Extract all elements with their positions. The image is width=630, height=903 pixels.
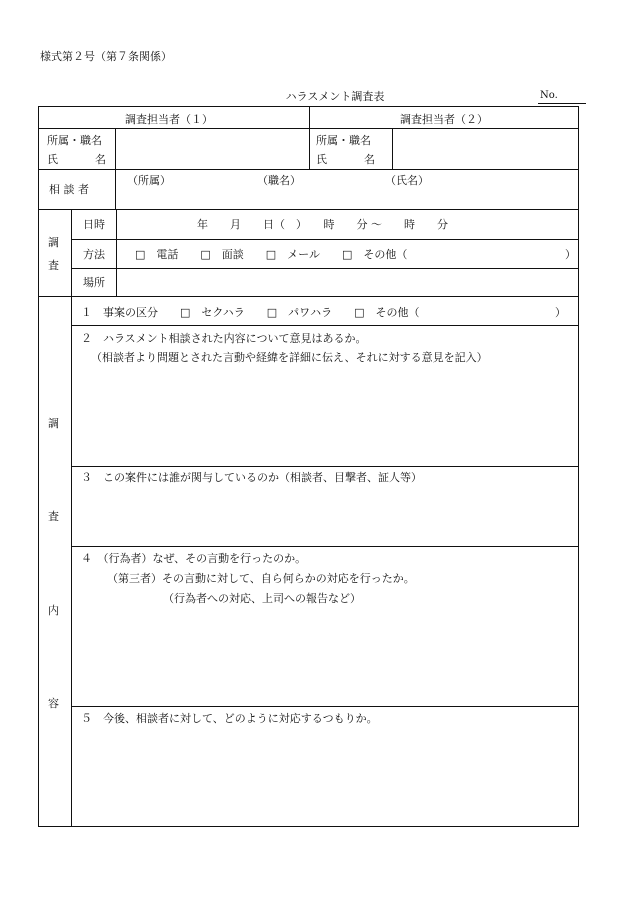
form-number-label: No. — [540, 90, 558, 101]
investigator-2-field[interactable] — [394, 129, 577, 168]
method-other-close: ） — [565, 248, 576, 261]
col-line — [115, 128, 116, 169]
question-5: ５ 今後、相談者に対して、どのように対応するつもりか。 — [81, 712, 378, 725]
row-line — [39, 209, 578, 210]
content-side-label: 容 — [48, 697, 59, 710]
method-options[interactable]: □ 電話 □ 面談 □ メール □ その他（ — [135, 248, 408, 261]
col-line — [115, 169, 116, 209]
content-side-label: 調 — [48, 417, 59, 430]
content-side-label: 内 — [48, 604, 59, 617]
investigator-2-name-label-a: 氏 — [316, 153, 327, 166]
row-line — [71, 325, 578, 326]
row-line — [39, 169, 578, 170]
question-3: ３ この案件には誰が関与しているのか（相談者、目撃者、証人等） — [81, 471, 422, 484]
investigator-1-name-label-b: 名 — [95, 153, 106, 166]
form-reference: 様式第２号（第７条関係） — [40, 50, 172, 63]
col-line — [71, 209, 72, 826]
row-line — [71, 466, 578, 467]
row-line — [71, 239, 578, 240]
row-line — [39, 296, 578, 297]
col-line — [309, 107, 310, 169]
consultee-name-label: （氏名） — [385, 174, 429, 187]
consultee-field[interactable] — [117, 185, 577, 208]
content-side-label: 査 — [48, 510, 59, 523]
col-line — [116, 209, 117, 296]
investigator-2-name-label-b: 名 — [364, 153, 375, 166]
question-5-answer-area[interactable] — [73, 729, 577, 825]
question-4-c: （行為者への対応、上司への報告など） — [163, 592, 361, 605]
row-line — [71, 706, 578, 707]
consultee-affiliation-label: （所属） — [127, 174, 171, 187]
question-4-a: ４ （行為者）なぜ、その言動を行ったのか。 — [81, 552, 307, 565]
form-number-field[interactable] — [538, 103, 586, 104]
survey-label-top: 調 — [48, 236, 59, 249]
question-1-close: ） — [555, 306, 566, 319]
investigator-1-name-label-a: 氏 — [47, 153, 58, 166]
question-2-note: （相談者より問題とされた言動や経緯を詳細に伝え、それに対する意見を記入） — [91, 351, 488, 364]
form-title: ハラスメント調査表 — [285, 90, 385, 103]
survey-form-table — [38, 106, 579, 827]
investigator-1-affiliation-label: 所属・職名 — [47, 134, 102, 147]
investigator-1-header: 調査担当者（１） — [125, 113, 213, 126]
place-field[interactable] — [118, 269, 577, 295]
investigator-2-affiliation-label: 所属・職名 — [316, 134, 371, 147]
investigator-2-header: 調査担当者（２） — [400, 113, 488, 126]
question-1[interactable]: １ 事案の区分 □ セクハラ □ パワハラ □ その他（ — [81, 306, 420, 319]
datetime-label: 日時 — [83, 218, 105, 231]
col-line — [392, 128, 393, 169]
question-2: ２ ハラスメント相談された内容について意見はあるか。 — [81, 332, 367, 345]
question-4-b: （第三者）その言動に対して、自ら何らかの対応を行ったか。 — [107, 572, 415, 585]
row-line — [71, 546, 578, 547]
investigator-1-field[interactable] — [117, 129, 308, 168]
survey-label-bottom: 査 — [48, 259, 59, 272]
question-3-answer-area[interactable] — [73, 487, 577, 545]
datetime-field[interactable]: 年 月 日（ ） 時 分 ～ 時 分 — [197, 218, 448, 231]
consultee-label: 相 談 者 — [49, 183, 89, 196]
place-label: 場所 — [83, 276, 105, 289]
question-2-answer-area[interactable] — [73, 369, 577, 465]
method-label: 方法 — [83, 248, 105, 261]
question-4-answer-area[interactable] — [73, 609, 577, 705]
consultee-position-label: （職名） — [257, 174, 301, 187]
